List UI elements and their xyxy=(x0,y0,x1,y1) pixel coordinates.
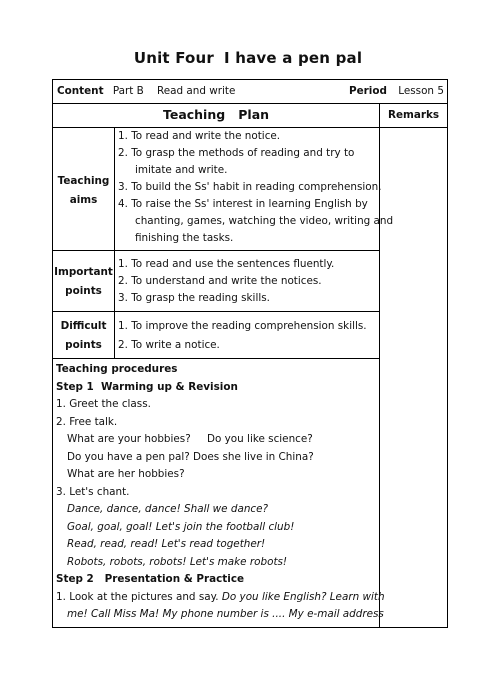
content-row xyxy=(57,83,235,100)
row-divider-difficult xyxy=(52,358,380,359)
content-label: Content xyxy=(57,85,104,97)
question: Do you like science? xyxy=(207,433,313,445)
aims-label-line1: Teaching xyxy=(57,175,110,187)
step1-heading: Step 1 Warming up & Revision xyxy=(56,380,238,393)
difficult-line: 1. To improve the reading comprehension skills. xyxy=(118,320,367,332)
period-value: Lesson 5 xyxy=(398,85,444,97)
look-line xyxy=(56,589,385,607)
look-lead: 1. Look at the pictures and say. xyxy=(56,590,219,603)
chant-line: 3. Let's chant. xyxy=(56,485,130,498)
table-border-right xyxy=(447,79,448,628)
important-list xyxy=(118,256,334,307)
unit-topic: I have a pen pal xyxy=(224,49,363,67)
row-divider-aims xyxy=(52,250,380,251)
look-line-2: me! Call Miss Ma! My phone number is .... My e-mail address xyxy=(67,608,384,620)
important-label xyxy=(53,263,114,301)
page-title xyxy=(0,49,496,67)
row-divider-important xyxy=(52,311,380,312)
aims-line: finishing the tasks. xyxy=(135,232,234,244)
aims-label-line2: aims xyxy=(69,194,98,206)
difficult-label-line1: Difficult xyxy=(60,320,107,332)
chant-verse: Robots, robots, robots! Let's make robots! xyxy=(67,555,288,568)
table-border-bottom xyxy=(52,627,448,628)
procedures-section xyxy=(56,361,385,624)
aims-line: imitate and write. xyxy=(135,164,228,176)
important-line: 2. To understand and write the notices. xyxy=(118,275,322,287)
aims-list xyxy=(118,128,393,247)
question-row-3 xyxy=(56,466,385,484)
question: Do you have a pen pal? xyxy=(67,450,190,463)
aims-line: chanting, games, watching the video, writing and xyxy=(135,215,394,227)
aims-line: 1. To read and write the notice. xyxy=(118,130,281,142)
difficult-label-line2: points xyxy=(65,339,102,351)
column-divider-label xyxy=(114,127,115,358)
chant-verse: Read, read, read! Let's read together! xyxy=(67,538,266,550)
teaching-plan-heading: Teaching Plan xyxy=(162,107,270,122)
aims-line: 4. To raise the Ss' interest in learning English by xyxy=(118,198,368,210)
step2-heading: Step 2 Presentation & Practice xyxy=(56,573,245,585)
free-talk-line: 2. Free talk. xyxy=(56,415,118,428)
period-label: Period xyxy=(349,85,387,97)
important-label-line1: Important xyxy=(54,266,113,278)
look-italic: Do you like English? Learn with xyxy=(221,590,385,603)
difficult-list xyxy=(118,318,367,354)
unit-title: Unit Four xyxy=(133,49,215,67)
content-value: Part B Read and write xyxy=(112,85,236,97)
difficult-label xyxy=(53,317,114,355)
aims-label xyxy=(53,172,114,210)
question: What are her hobbies? xyxy=(67,468,185,480)
period-row xyxy=(349,83,444,100)
chant-verse: Dance, dance, dance! Shall we dance? xyxy=(67,503,269,515)
greet-line: 1. Greet the class. xyxy=(56,398,151,410)
question: What are your hobbies? xyxy=(67,433,191,445)
procedures-heading: Teaching procedures xyxy=(56,363,178,375)
important-line: 1. To read and use the sentences fluently. xyxy=(118,258,335,270)
aims-line: 2. To grasp the methods of reading and try to xyxy=(118,147,355,159)
chant-verse: Goal, goal, goal! Let's join the football club! xyxy=(67,520,295,533)
question-row-1 xyxy=(56,431,385,449)
important-line: 3. To grasp the reading skills. xyxy=(118,292,270,304)
row-divider-header xyxy=(52,103,448,104)
remarks-heading: Remarks xyxy=(387,109,440,121)
question-row-2 xyxy=(56,449,385,467)
question: Does she live in China? xyxy=(193,450,314,463)
important-label-line2: points xyxy=(65,285,102,297)
difficult-line: 2. To write a notice. xyxy=(118,339,220,351)
table-border-top xyxy=(52,79,448,80)
aims-line: 3. To build the Ss' habit in reading comprehension. xyxy=(118,181,382,193)
